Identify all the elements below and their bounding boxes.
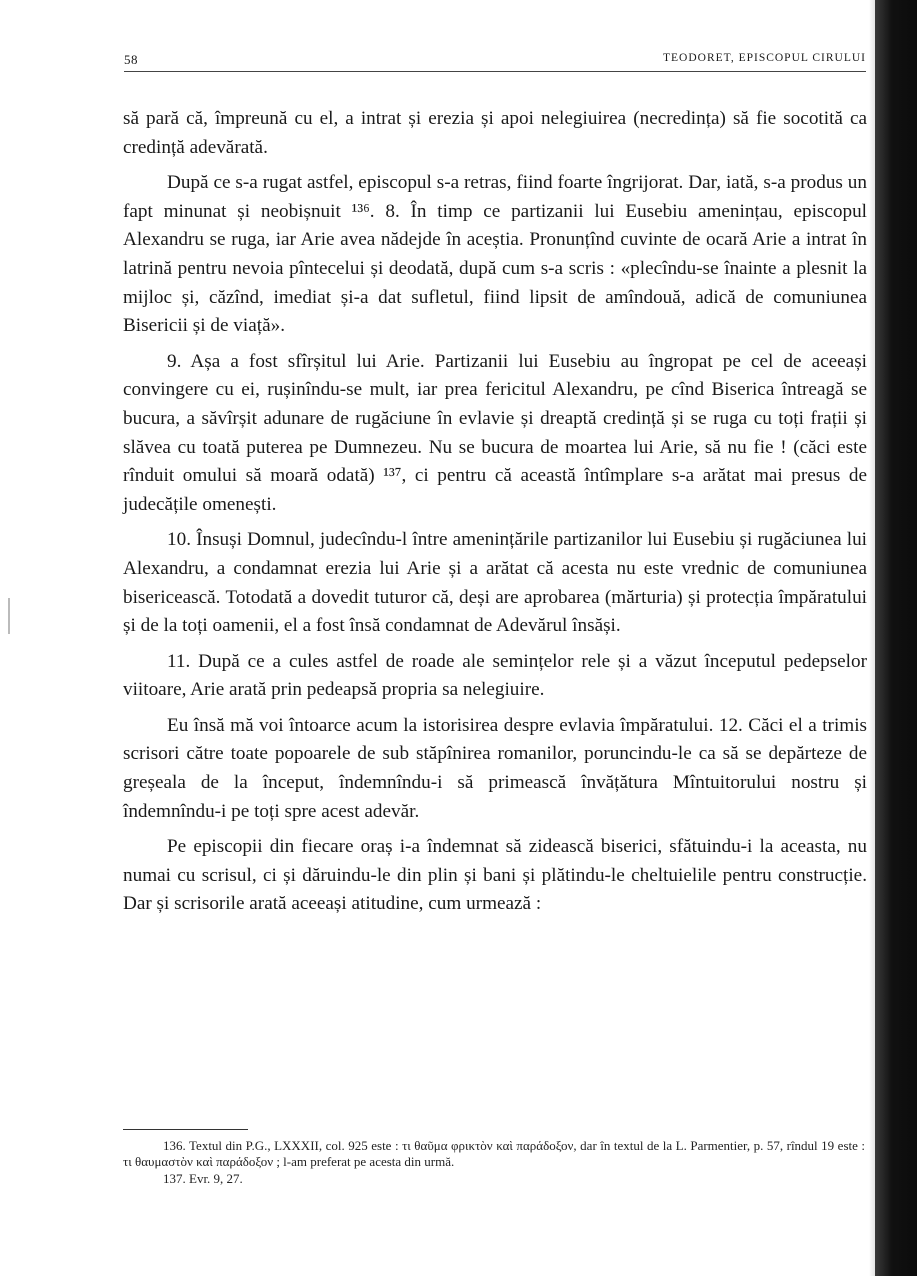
header-rule [124,71,866,72]
running-title: TEODORET, EPISCOPUL CIRULUI [662,52,866,64]
page-header [124,52,866,72]
margin-mark [8,598,10,634]
footnote-137: 137. Evr. 9, 27. [163,1171,243,1186]
paragraph: Pe episcopii din fiecare oraș i-a îndemnat să zidească biserici, sfătuindu-i la aceasta, nu numai cu scrisul, ci și dăruindu-le din plin și bani și plătindu-le cheltuielile pentru construcție. Dar și scrisorile arată aceeași atitudine, cum urmează : [123,836,867,915]
footnote-136: 136. Textul din P.G., LXXXII, col. 925 este : τι θαῦμα φρικτὸν καὶ παράδοξον, dar în textul de la L. Parmentier, p. 57, rîndul 19 este : τι θαυμαστὸν καὶ παράδοξον ; l-am preferat pe acesta din urmă. [123,1138,865,1169]
paragraph-continuation: să pară că, împreună cu el, a intrat și erezia și apoi nelegiuirea (necredința) să fie socotită ca credință adevărată. [123,108,867,158]
page-number: 58 [124,52,138,67]
footnote-rule [123,1129,248,1130]
body-text [123,105,867,926]
paragraph: Eu însă mă voi întoarce acum la istorisirea despre evlavia împăratului. 12. Căci el a trimis scrisori către toate popoarele de sub stăpînirea romanilor, poruncindu-le ca să se depărteze de greșeala de la început, îndemnîndu-i să primească învățătura Mîntuitorului nostru și îndemnîndu-i pe toți spre acest adevăr. [123,714,867,822]
footnotes [123,1138,865,1187]
paragraph: 10. Însuși Domnul, judecîndu-l între amenințările partizanilor lui Eusebiu și rugăciunea lui Alexandru, a condamnat erezia lui Arie și a arătat că acesta nu este vrednic de comuniunea bisericească. Totodată a dovedit tuturor că, deși are aprobarea (mărturia) și protecția împăratului și de la toți oamenii, el a fost însă condamnat de Adevărul însăși. [123,529,867,637]
paragraph: 9. Așa a fost sfîrșitul lui Arie. Partizanii lui Eusebiu au îngropat pe cel de aceeași convingere cu ei, rușinîndu-se mult, iar prea fericitul Alexandru, pe cînd Biserica întreagă se bucura, a săvîrșit adunare de rugăciune în evlavie și dreaptă credință și se ruga cu toți frații și slăvea cu toată puterea pe Dumnezeu. Nu se bucura de moartea lui Arie, să nu fie ! (căci este rînduit omului să moară odată) ¹³⁷, ci pentru că această întîmplare s-a arătat mai presus de judecățile omenești. [123,350,867,515]
paragraph: 11. După ce a cules astfel de roade ale semințelor rele și a văzut începutul pedepselor viitoare, Arie arată prin pedeapsă propria sa nelegiuire. [123,650,867,701]
paragraph: După ce s-a rugat astfel, episcopul s-a retras, fiind foarte îngrijorat. Dar, iată, s-a produs un fapt minunat și neobișnuit ¹³⁶. 8. În timp ce partizanii lui Eusebiu amenințau, episcopul Alexandru se ruga, iar Arie avea nădejde în aceștia. Pronunțînd cuvinte de ocară Arie a intrat în latrină pentru nevoia pîntecelui și deodată, după cum s-a scris : «plecîndu-se înainte a plesnit la mijloc și, căzînd, imediat și-a dat sufletul, fiind lipsit de amîndouă, adică de comuniunea Bisericii și de viață». [123,172,867,337]
scan-edge-bar [875,0,917,1276]
